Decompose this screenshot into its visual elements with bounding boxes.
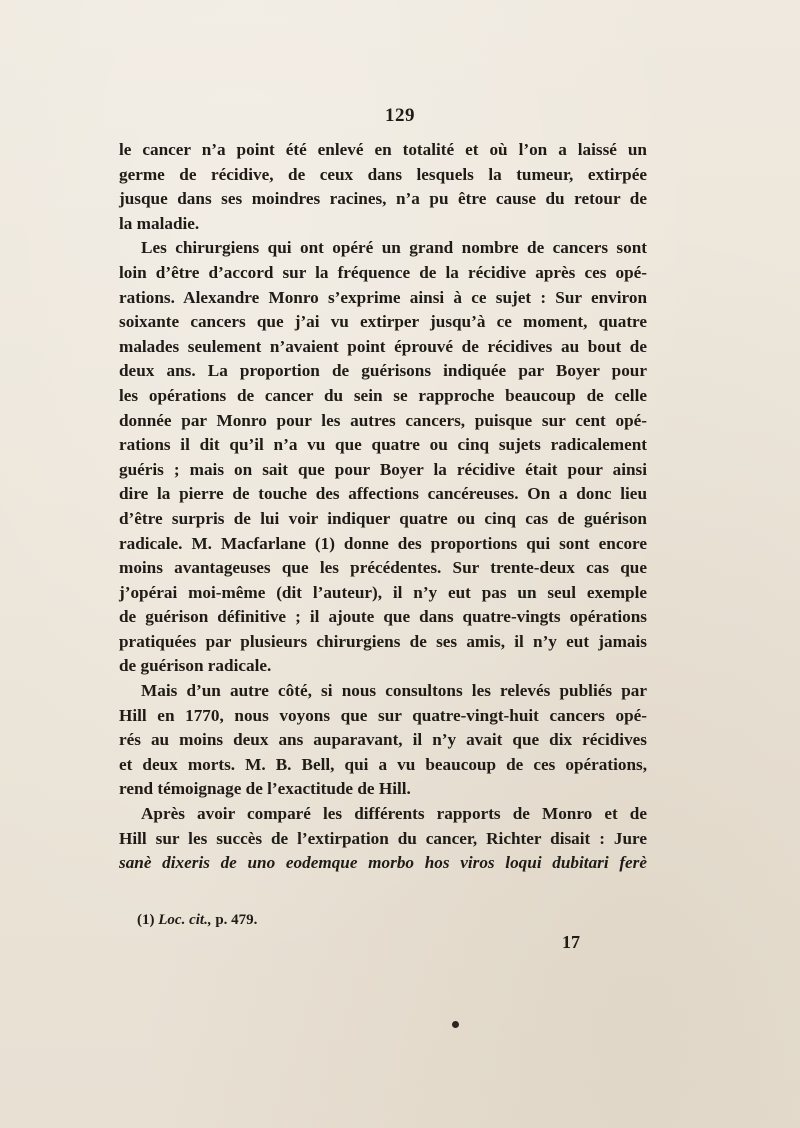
text-line: de guérison définitive ; il ajoute que dans quatre-vingts opérations bbox=[119, 607, 647, 627]
text-line: Hill sur les succès de l’extirpation du cancer, Richter disait : Jure bbox=[119, 828, 647, 848]
text-line: germe de récidive, de ceux dans lesquels la tumeur, extirpée bbox=[119, 164, 647, 184]
text-line: Mais d’un autre côté, si nous consultons les relevés publiés par bbox=[141, 681, 647, 701]
footnote-reference: Loc. cit., bbox=[158, 912, 212, 928]
text-line: d’être surpris de lui voir indiquer quatre ou cinq cas de guérison bbox=[119, 508, 647, 528]
text-line: de guérison radicale. bbox=[119, 656, 272, 676]
text-line: rend témoignage de l’exactitude de Hill. bbox=[119, 779, 411, 799]
page-number: 129 bbox=[385, 105, 415, 126]
footnote bbox=[137, 912, 257, 929]
text-line: malades seulement n’avaient point éprouvé de récidives au bout de bbox=[119, 336, 647, 356]
text-line: dire la pierre de touche des affections cancéreuses. On a donc lieu bbox=[119, 484, 647, 504]
text-line: rés au moins deux ans auparavant, il n’y avait que dix récidives bbox=[119, 730, 647, 750]
text-line: la maladie. bbox=[119, 213, 200, 233]
text-line: pratiquées par plusieurs chirurgiens de ses amis, il n’y eut jamais bbox=[119, 631, 647, 651]
text-line: moins avantageuses que les précédentes. Sur trente-deux cas que bbox=[119, 558, 647, 578]
signature-mark: 17 bbox=[562, 932, 580, 952]
footnote-marker: (1) bbox=[137, 912, 155, 928]
text-line: et deux morts. M. B. Bell, qui a vu beaucoup de ces opérations, bbox=[119, 754, 647, 774]
text-line: deux ans. La proportion de guérisons indiquée par Boyer pour bbox=[119, 361, 647, 381]
text-line: sanè dixeris de uno eodemque morbo hos viros loqui dubitari ferè bbox=[119, 853, 647, 873]
text-line: guéris ; mais on sait que pour Boyer la récidive était pour ainsi bbox=[119, 459, 647, 479]
text-line: radicale. M. Macfarlane (1) donne des proportions qui sont encore bbox=[119, 533, 647, 553]
body-text bbox=[119, 138, 647, 876]
text-line: Les chirurgiens qui ont opéré un grand nombre de cancers sont bbox=[141, 238, 647, 258]
text-line: j’opérai moi-même (dit l’auteur), il n’y eut pas un seul exemple bbox=[119, 582, 647, 602]
ink-dot bbox=[452, 1021, 459, 1028]
text-line: rations il dit qu’il n’a vu que quatre ou cinq sujets radicalement bbox=[119, 435, 647, 455]
footnote-page: p. 479. bbox=[215, 912, 258, 928]
text-line: le cancer n’a point été enlevé en totalité et où l’on a laissé un bbox=[119, 140, 647, 159]
text-line: les opérations de cancer du sein se rapproche beaucoup de celle bbox=[119, 385, 647, 405]
text-line: soixante cancers que j’ai vu extirper jusqu’à ce moment, quatre bbox=[119, 312, 647, 332]
text-line: loin d’être d’accord sur la fréquence de la récidive après ces opé- bbox=[119, 262, 647, 282]
text-line: Après avoir comparé les différents rapports de Monro et de bbox=[141, 804, 647, 824]
text-line: rations. Alexandre Monro s’exprime ainsi à ce sujet : Sur environ bbox=[119, 287, 647, 307]
text-line: Hill en 1770, nous voyons que sur quatre-vingt-huit cancers opé- bbox=[119, 705, 647, 725]
text-line: jusque dans ses moindres racines, n’a pu être cause du retour de bbox=[119, 189, 647, 209]
text-line: donnée par Monro pour les autres cancers, puisque sur cent opé- bbox=[119, 410, 647, 430]
